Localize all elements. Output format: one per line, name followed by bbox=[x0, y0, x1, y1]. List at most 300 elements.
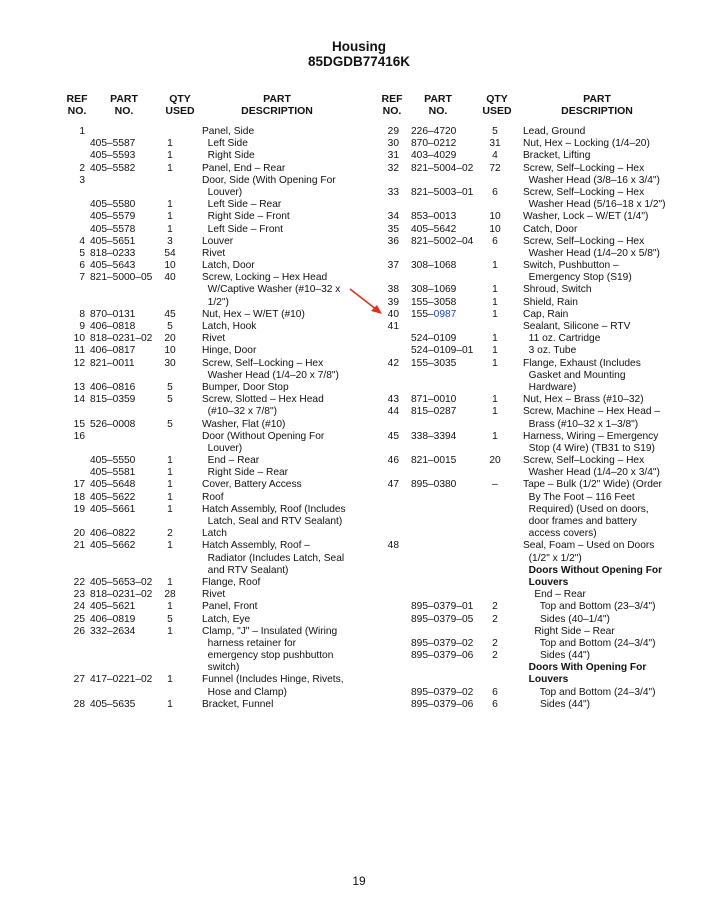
table-row bbox=[377, 516, 707, 528]
ref-number: 26 bbox=[73, 625, 85, 637]
quantity-used: 1 bbox=[167, 138, 173, 150]
part-description: Washer Head (1/4–20 x 7/8") bbox=[202, 369, 339, 381]
part-description: Right Side – Rear bbox=[202, 467, 289, 479]
part-description: Louver) bbox=[202, 442, 243, 454]
quantity-used: 1 bbox=[167, 467, 173, 479]
quantity-used: 4 bbox=[492, 150, 498, 162]
quantity-used: 1 bbox=[167, 674, 173, 686]
part-description: Flange, Exhaust (Includes bbox=[523, 357, 641, 369]
part-number: 526–0008 bbox=[90, 418, 136, 430]
part-number: 895–0380 bbox=[411, 479, 457, 491]
table-row bbox=[65, 455, 385, 467]
part-number: 406–0822 bbox=[90, 528, 136, 540]
ref-number: 41 bbox=[387, 321, 399, 332]
part-number: 405–5653–02 bbox=[90, 576, 153, 588]
part-description: Louvers bbox=[523, 674, 569, 686]
ref-number: 8 bbox=[79, 308, 85, 320]
part-number: 405–5643 bbox=[90, 260, 136, 272]
quantity-used: 1 bbox=[492, 308, 498, 320]
table-row bbox=[377, 577, 707, 589]
quantity-used: 45 bbox=[164, 308, 176, 320]
table-row bbox=[377, 662, 707, 674]
part-number: 155–0987 bbox=[411, 308, 457, 320]
model-number: 85DGDB77416K bbox=[307, 54, 411, 69]
table-row bbox=[65, 674, 385, 686]
parts-table-left bbox=[65, 126, 385, 711]
part-number: 155–3058 bbox=[411, 296, 457, 308]
part-description: Latch, Eye bbox=[202, 613, 251, 625]
part-number: 155–3035 bbox=[411, 357, 457, 369]
table-row bbox=[377, 479, 707, 491]
quantity-used: 5 bbox=[167, 418, 173, 430]
part-number: 405–5593 bbox=[90, 150, 136, 162]
part-number: 821–0011 bbox=[90, 357, 135, 369]
table-row bbox=[65, 272, 385, 284]
table-row bbox=[377, 455, 707, 467]
part-number: 308–1069 bbox=[411, 284, 457, 296]
quantity-used: 30 bbox=[164, 357, 176, 369]
table-row bbox=[65, 540, 385, 552]
part-description: W/Captive Washer (#10–32 x bbox=[202, 284, 341, 296]
table-row bbox=[377, 345, 707, 357]
table-row bbox=[65, 687, 385, 699]
table-row bbox=[377, 163, 707, 175]
part-header-left: PART NO. bbox=[110, 93, 138, 117]
quantity-used: 2 bbox=[167, 528, 173, 540]
table-row bbox=[65, 297, 385, 309]
quantity-used: 10 bbox=[489, 211, 501, 223]
part-description: Louver bbox=[202, 235, 234, 247]
table-row bbox=[377, 321, 707, 333]
table-row bbox=[377, 638, 707, 650]
ref-number: 5 bbox=[79, 247, 85, 259]
quantity-used: 1 bbox=[492, 345, 498, 357]
ref-number: 33 bbox=[387, 186, 399, 198]
ref-header-right: REF NO. bbox=[381, 93, 403, 117]
quantity-used: 1 bbox=[492, 357, 498, 369]
table-row bbox=[377, 126, 707, 138]
qty-header-right: QTY USED bbox=[482, 93, 512, 117]
ref-number: 20 bbox=[73, 528, 85, 540]
part-description: Screw, Self–Locking – Hex bbox=[523, 186, 645, 198]
table-row bbox=[377, 187, 707, 199]
quantity-used: 1 bbox=[492, 296, 498, 308]
part-description: Tape – Bulk (1/2" Wide) (Order bbox=[523, 479, 662, 491]
part-description: Panel, Side bbox=[202, 126, 255, 137]
quantity-used: 20 bbox=[489, 455, 501, 467]
table-row bbox=[377, 394, 707, 406]
page-number: 19 bbox=[352, 874, 366, 888]
part-description: Right Side – Front bbox=[202, 211, 290, 223]
part-description: Latch, Door bbox=[202, 260, 255, 272]
ref-number: 46 bbox=[387, 455, 399, 467]
ref-number: 13 bbox=[73, 381, 85, 393]
part-description: Catch, Door bbox=[523, 223, 578, 235]
ref-number: 39 bbox=[387, 296, 399, 308]
part-description: Door, Side (With Opening For bbox=[202, 174, 336, 186]
table-row bbox=[65, 175, 385, 187]
quantity-used: 2 bbox=[492, 637, 498, 649]
part-number: 895–0379–06 bbox=[411, 650, 474, 662]
part-number: 332–2634 bbox=[90, 625, 136, 637]
part-description: Latch bbox=[202, 528, 227, 540]
part-description: Screw, Self–Locking – Hex bbox=[523, 455, 645, 467]
page-title: Housing bbox=[332, 39, 386, 54]
table-row bbox=[65, 333, 385, 345]
part-description: Washer Head (1/4–20 x 5/8") bbox=[523, 247, 660, 259]
table-row bbox=[65, 504, 385, 516]
part-description: Nut, Hex – Locking (1/4–20) bbox=[523, 138, 650, 150]
part-number: 405–5648 bbox=[90, 479, 136, 491]
part-number: 405–5579 bbox=[90, 211, 136, 223]
table-row bbox=[65, 321, 385, 333]
table-row bbox=[65, 236, 385, 248]
part-number: 524–0109 bbox=[411, 333, 457, 345]
ref-number: 17 bbox=[73, 479, 85, 491]
table-row bbox=[65, 601, 385, 613]
part-description: Louvers bbox=[523, 576, 569, 588]
table-row bbox=[377, 370, 707, 382]
part-description: access covers) bbox=[523, 528, 597, 540]
part-number: 818–0231–02 bbox=[90, 333, 153, 345]
part-description: Seal, Foam – Used on Doors bbox=[523, 540, 655, 552]
table-row bbox=[377, 199, 707, 211]
part-description: Roof bbox=[202, 491, 224, 503]
part-description: 3 oz. Tube bbox=[523, 345, 577, 357]
table-row bbox=[377, 358, 707, 370]
ref-number: 22 bbox=[73, 576, 85, 588]
part-description: Nut, Hex – W/ET (#10) bbox=[202, 308, 305, 320]
part-number: 895–0379–06 bbox=[411, 698, 474, 710]
quantity-used: 1 bbox=[167, 625, 173, 637]
part-number: 308–1068 bbox=[411, 260, 457, 272]
table-row bbox=[377, 236, 707, 248]
ref-number: 23 bbox=[73, 589, 85, 601]
quantity-used: 5 bbox=[492, 126, 498, 137]
table-row bbox=[65, 650, 385, 662]
quantity-used: 2 bbox=[492, 613, 498, 625]
ref-number: 24 bbox=[73, 601, 85, 613]
table-row bbox=[65, 150, 385, 162]
table-row bbox=[65, 577, 385, 589]
ref-number: 32 bbox=[387, 162, 399, 174]
part-description: Screw, Self–Locking – Hex bbox=[202, 357, 324, 369]
quantity-used: 5 bbox=[167, 394, 173, 406]
ref-number: 36 bbox=[387, 235, 399, 247]
ref-number: 1 bbox=[79, 126, 85, 137]
part-number: 406–0818 bbox=[90, 321, 136, 332]
part-number: 405–5580 bbox=[90, 199, 136, 211]
ref-number: 44 bbox=[387, 406, 399, 418]
quantity-used: 28 bbox=[164, 589, 176, 601]
table-row bbox=[377, 589, 707, 601]
part-description: switch) bbox=[202, 662, 240, 674]
quantity-used: 1 bbox=[492, 333, 498, 345]
part-description: Sides (44") bbox=[523, 650, 591, 662]
part-number: 406–0819 bbox=[90, 613, 136, 625]
part-number: 853–0013 bbox=[411, 211, 457, 223]
part-description: Hose and Clamp) bbox=[202, 686, 287, 698]
part-number: 870–0212 bbox=[411, 138, 457, 150]
table-row bbox=[377, 272, 707, 284]
part-number: 405–5550 bbox=[90, 455, 136, 467]
table-row bbox=[65, 284, 385, 296]
quantity-used: 6 bbox=[492, 686, 498, 698]
part-description: Flange, Roof bbox=[202, 576, 261, 588]
table-row bbox=[377, 601, 707, 613]
part-description: Radiator (Includes Latch, Seal bbox=[202, 552, 345, 564]
highlighted-part-digits: 0987 bbox=[433, 308, 457, 320]
part-description: Clamp, "J" – Insulated (Wiring bbox=[202, 625, 338, 637]
part-description: Hatch Assembly, Roof (Includes bbox=[202, 503, 346, 515]
quantity-used: 1 bbox=[167, 162, 173, 174]
table-row bbox=[65, 516, 385, 528]
table-row bbox=[65, 443, 385, 455]
table-row bbox=[377, 467, 707, 479]
part-description: Latch, Seal and RTV Sealant) bbox=[202, 516, 343, 527]
part-description: Washer Head (3/8–16 x 3/4") bbox=[523, 174, 660, 186]
part-description: 11 oz. Cartridge bbox=[523, 333, 601, 345]
part-description: Shield, Rain bbox=[523, 296, 578, 308]
table-row bbox=[65, 492, 385, 504]
part-description: Top and Bottom (24–3/4") bbox=[523, 637, 656, 649]
part-description: End – Rear bbox=[202, 455, 260, 467]
ref-number: 45 bbox=[387, 430, 399, 442]
part-number: 405–5582 bbox=[90, 162, 136, 174]
table-row bbox=[65, 358, 385, 370]
part-number: 895–0379–01 bbox=[411, 601, 474, 613]
part-description: Bracket, Lifting bbox=[523, 150, 591, 162]
ref-number: 31 bbox=[387, 150, 399, 162]
table-row bbox=[65, 614, 385, 626]
part-number: 815–0359 bbox=[90, 394, 136, 406]
part-header-right: PART NO. bbox=[424, 93, 452, 117]
part-number: 405–5587 bbox=[90, 138, 136, 150]
ref-number: 18 bbox=[73, 491, 85, 503]
part-description: Hinge, Door bbox=[202, 345, 257, 357]
part-description: Top and Bottom (23–3/4") bbox=[523, 601, 656, 613]
table-row bbox=[377, 211, 707, 223]
table-row bbox=[377, 284, 707, 296]
quantity-used: 1 bbox=[167, 479, 173, 491]
ref-number: 6 bbox=[79, 260, 85, 272]
part-description: Washer Head (1/4–20 x 3/4") bbox=[523, 467, 660, 479]
part-number: 405–5651 bbox=[90, 235, 136, 247]
quantity-used: 20 bbox=[164, 333, 176, 345]
table-row bbox=[65, 224, 385, 236]
part-number: 226–4720 bbox=[411, 126, 457, 137]
table-row bbox=[377, 540, 707, 552]
quantity-used: 1 bbox=[492, 260, 498, 272]
part-number: 815–0287 bbox=[411, 406, 457, 418]
table-row bbox=[377, 260, 707, 272]
ref-number: 48 bbox=[387, 540, 399, 552]
table-row bbox=[377, 333, 707, 345]
part-number: 417–0221–02 bbox=[90, 674, 153, 686]
table-row bbox=[65, 565, 385, 577]
quantity-used: 1 bbox=[492, 406, 498, 418]
quantity-used: 1 bbox=[167, 576, 173, 588]
part-description: Harness, Wiring – Emergency bbox=[523, 430, 659, 442]
ref-number: 28 bbox=[73, 698, 85, 710]
ref-number: 15 bbox=[73, 418, 85, 430]
table-row bbox=[377, 674, 707, 686]
parts-table-right bbox=[377, 126, 707, 711]
part-number: 524–0109–01 bbox=[411, 345, 474, 357]
ref-number: 37 bbox=[387, 260, 399, 272]
quantity-used: 1 bbox=[167, 150, 173, 162]
ref-number: 7 bbox=[79, 272, 85, 284]
ref-number: 34 bbox=[387, 211, 399, 223]
table-row bbox=[65, 419, 385, 431]
part-description: harness retainer for bbox=[202, 637, 296, 649]
table-row bbox=[377, 382, 707, 394]
table-row bbox=[377, 553, 707, 565]
quantity-used: 5 bbox=[167, 381, 173, 393]
part-description: Louver) bbox=[202, 186, 243, 198]
part-description: Left Side – Rear bbox=[202, 199, 282, 211]
part-description: Screw, Machine – Hex Head – bbox=[523, 406, 661, 418]
part-description: Sides (40–1/4") bbox=[523, 613, 610, 625]
table-row bbox=[65, 589, 385, 601]
quantity-used: 5 bbox=[167, 321, 173, 332]
quantity-used: 10 bbox=[489, 223, 501, 235]
quantity-used: 31 bbox=[489, 138, 501, 150]
table-row bbox=[377, 614, 707, 626]
part-description: Hatch Assembly, Roof – bbox=[202, 540, 310, 552]
part-description: Cover, Battery Access bbox=[202, 479, 302, 491]
part-description: door frames and battery bbox=[523, 516, 637, 527]
ref-number: 47 bbox=[387, 479, 399, 491]
table-row bbox=[65, 248, 385, 260]
part-number: 405–5622 bbox=[90, 491, 136, 503]
part-number: 405–5581 bbox=[90, 467, 136, 479]
part-description: Screw, Self–Locking – Hex bbox=[523, 235, 645, 247]
table-row bbox=[65, 528, 385, 540]
quantity-used: 1 bbox=[167, 601, 173, 613]
part-description: Sides (44") bbox=[523, 698, 591, 710]
quantity-used: 1 bbox=[167, 503, 173, 515]
part-number: 406–0817 bbox=[90, 345, 136, 357]
desc-header-left: PART DESCRIPTION bbox=[241, 93, 313, 117]
quantity-used: 1 bbox=[167, 211, 173, 223]
quantity-used: 1 bbox=[167, 491, 173, 503]
table-row bbox=[377, 138, 707, 150]
quantity-used: 1 bbox=[167, 199, 173, 211]
quantity-used: 6 bbox=[492, 186, 498, 198]
table-row bbox=[65, 662, 385, 674]
part-description: and RTV Sealant) bbox=[202, 564, 289, 576]
ref-number: 29 bbox=[387, 126, 399, 137]
table-row bbox=[65, 260, 385, 272]
part-number: 870–0131 bbox=[90, 308, 136, 320]
table-row bbox=[377, 419, 707, 431]
part-description: Screw, Locking – Hex Head bbox=[202, 272, 328, 284]
table-row bbox=[377, 492, 707, 504]
part-description: Rivet bbox=[202, 333, 226, 345]
quantity-used: 1 bbox=[167, 540, 173, 552]
red-pointer-arrow-icon bbox=[346, 286, 386, 316]
part-number: 818–0233 bbox=[90, 247, 136, 259]
part-number: 403–4029 bbox=[411, 150, 457, 162]
part-description: (#10–32 x 7/8") bbox=[202, 406, 277, 418]
table-row bbox=[377, 431, 707, 443]
table-row bbox=[65, 626, 385, 638]
part-number: 821–5003–01 bbox=[411, 186, 474, 198]
part-description: Shroud, Switch bbox=[523, 284, 592, 296]
part-description: Right Side bbox=[202, 150, 255, 162]
part-description: 1/2") bbox=[202, 296, 229, 308]
part-description: Gasket and Mounting bbox=[523, 369, 626, 381]
table-row bbox=[65, 394, 385, 406]
part-description: By The Foot – 116 Feet bbox=[523, 491, 635, 503]
ref-header-left: REF NO. bbox=[66, 93, 88, 117]
table-row bbox=[65, 211, 385, 223]
part-description: Switch, Pushbutton – bbox=[523, 260, 619, 272]
part-number: 871–0010 bbox=[411, 394, 457, 406]
table-row bbox=[377, 650, 707, 662]
part-description: emergency stop pushbutton bbox=[202, 650, 334, 662]
part-number: 405–5642 bbox=[411, 223, 457, 235]
part-description: Sealant, Silicone – RTV bbox=[523, 321, 631, 332]
part-number: 821–5002–04 bbox=[411, 235, 474, 247]
ref-number: 9 bbox=[79, 321, 85, 332]
quantity-used: 1 bbox=[492, 394, 498, 406]
part-description: Doors Without Opening For bbox=[523, 564, 663, 576]
part-description: Brass (#10–32 x 1–3/8") bbox=[523, 418, 639, 430]
part-description: Cap, Rain bbox=[523, 308, 569, 320]
part-description: Lead, Ground bbox=[523, 126, 586, 137]
part-description: Bracket, Funnel bbox=[202, 698, 274, 710]
table-row bbox=[65, 638, 385, 650]
table-row bbox=[377, 297, 707, 309]
quantity-used: 3 bbox=[167, 235, 173, 247]
ref-number: 11 bbox=[74, 345, 85, 357]
part-number: 405–5662 bbox=[90, 540, 136, 552]
table-row bbox=[377, 175, 707, 187]
table-row bbox=[377, 565, 707, 577]
part-description: Top and Bottom (24–3/4") bbox=[523, 686, 656, 698]
part-description: End – Rear bbox=[523, 589, 586, 601]
ref-number: 40 bbox=[387, 308, 399, 320]
ref-number: 21 bbox=[73, 540, 85, 552]
quantity-used: 10 bbox=[164, 260, 176, 272]
part-description: Stop (4 Wire) (TB31 to S19) bbox=[523, 442, 655, 454]
ref-number: 14 bbox=[73, 394, 85, 406]
part-number: 405–5635 bbox=[90, 698, 136, 710]
quantity-used: 10 bbox=[164, 345, 176, 357]
ref-number: 27 bbox=[73, 674, 85, 686]
part-description: Right Side – Rear bbox=[523, 625, 615, 637]
quantity-used: 2 bbox=[492, 650, 498, 662]
part-number: 338–3394 bbox=[411, 430, 457, 442]
table-row bbox=[377, 248, 707, 260]
part-description: Screw, Self–Locking – Hex bbox=[523, 162, 645, 174]
part-description: (1/2" x 1/2") bbox=[523, 552, 582, 564]
ref-number: 19 bbox=[73, 503, 85, 515]
part-number: 818–0231–02 bbox=[90, 589, 153, 601]
ref-number: 43 bbox=[387, 394, 399, 406]
ref-number: 10 bbox=[73, 333, 85, 345]
table-row bbox=[377, 687, 707, 699]
quantity-used: 6 bbox=[492, 235, 498, 247]
part-number: 821–5000–05 bbox=[90, 272, 153, 284]
quantity-used: 40 bbox=[164, 272, 176, 284]
table-row bbox=[377, 224, 707, 236]
part-description: Bumper, Door Stop bbox=[202, 381, 289, 393]
quantity-used: 54 bbox=[164, 247, 176, 259]
table-row bbox=[377, 150, 707, 162]
